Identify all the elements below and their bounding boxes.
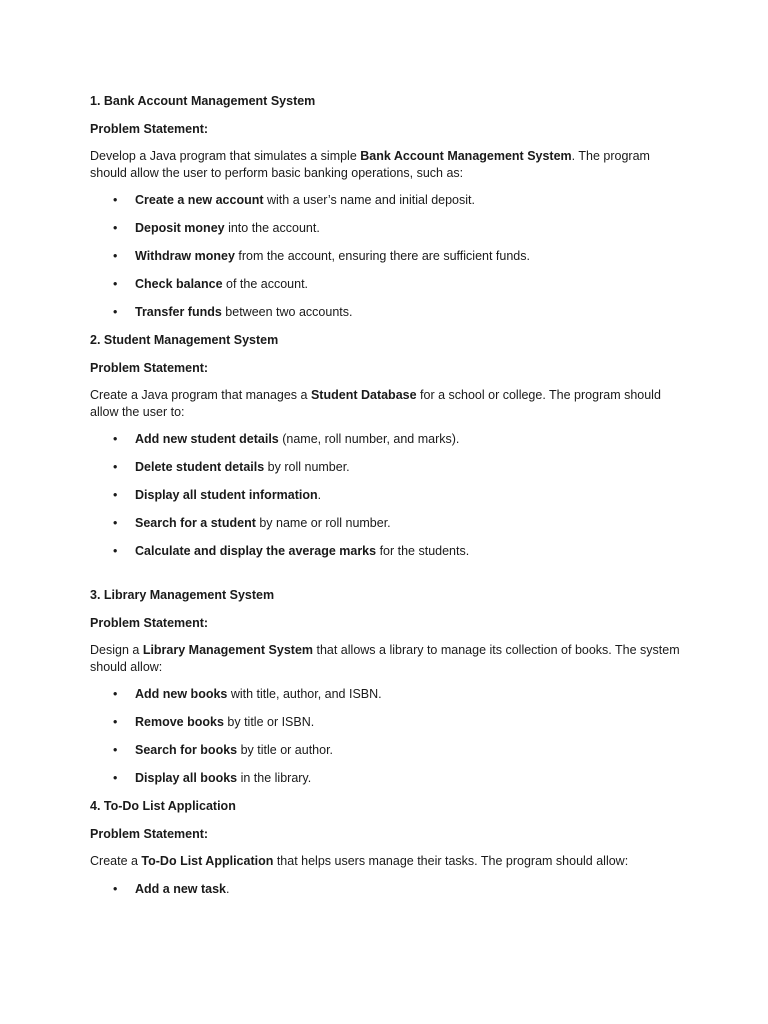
text-run: . The program should allow the user to perform basic banking operations, such as: [90, 149, 650, 180]
bold-text-run: Student Database [310, 388, 417, 402]
list-item [90, 431, 680, 448]
bold-text-run: Calculate and display the average marks [135, 544, 377, 558]
list-item [90, 714, 680, 731]
intro-paragraph [90, 387, 680, 420]
bullet-icon: • [113, 715, 118, 729]
bold-text-run: Check balance [135, 277, 223, 291]
bullet-icon: • [113, 432, 118, 446]
text-run: with title, author, and ISBN. [227, 687, 382, 701]
list-item [90, 220, 680, 237]
bullet-icon: • [113, 544, 118, 558]
problem-statement-label: Problem Statement: [90, 121, 209, 136]
bold-text-run: Library Management System [142, 643, 314, 657]
bold-text-run: Remove books [135, 715, 224, 729]
bullet-list [90, 686, 680, 787]
text-run: by roll number. [264, 460, 350, 474]
spacer [90, 571, 680, 587]
bullet-icon: • [113, 305, 118, 319]
text-run: by title or author. [237, 743, 334, 757]
bold-text-run: Create a new account [135, 193, 264, 207]
intro-paragraph [90, 853, 680, 870]
bullet-icon: • [113, 277, 118, 291]
bullet-list [90, 431, 680, 560]
bullet-icon: • [113, 687, 118, 701]
section-heading: 3. Library Management System [90, 588, 275, 602]
problem-statement-label: Problem Statement: [90, 360, 209, 375]
list-item [90, 515, 680, 532]
bullet-icon: • [113, 516, 118, 530]
list-item [90, 881, 680, 898]
section-heading: 2. Student Management System [90, 333, 279, 347]
list-item [90, 686, 680, 703]
section-3 [90, 587, 680, 787]
bold-text-run: Transfer funds [135, 305, 222, 319]
text-run: Create a Java program that manages a [90, 388, 311, 402]
list-item [90, 248, 680, 265]
text-run: . [317, 488, 322, 502]
list-item [90, 487, 680, 504]
text-run: for a school or college. The program should allow the user to: [90, 388, 661, 419]
intro-paragraph [90, 148, 680, 181]
text-run: of the account. [222, 277, 309, 291]
text-run: in the library. [237, 771, 312, 785]
text-run: that helps users manage their tasks. The program should allow: [273, 854, 629, 868]
text-run: for the students. [376, 544, 470, 558]
text-run: by title or ISBN. [223, 715, 315, 729]
bullet-icon: • [113, 743, 118, 757]
section-2 [90, 332, 680, 587]
list-item [90, 543, 680, 560]
text-run: between two accounts. [221, 305, 353, 319]
text-run: Create a [90, 854, 142, 868]
bold-text-run: Search for a student [135, 516, 256, 530]
problem-statement-label: Problem Statement: [90, 826, 209, 841]
list-item [90, 770, 680, 787]
bold-text-run: Add a new task [135, 881, 226, 896]
list-item [90, 276, 680, 293]
text-run: (name, roll number, and marks). [278, 432, 460, 446]
text-run: that allows a library to manage its collection of books. The system should allow: [90, 643, 680, 674]
text-run: with a user’s name and initial deposit. [263, 193, 475, 207]
intro-paragraph [90, 642, 680, 675]
bold-text-run: Add new books [135, 687, 228, 701]
document-page [90, 93, 680, 909]
bullet-list [90, 881, 680, 898]
section-heading: 4. To-Do List Application [90, 799, 236, 813]
bold-text-run: To-Do List Application [141, 854, 274, 868]
bullet-icon: • [113, 881, 118, 896]
bold-text-run: Withdraw money [135, 249, 235, 263]
bullet-icon: • [113, 221, 118, 235]
bold-text-run: Search for books [135, 743, 238, 757]
list-item [90, 192, 680, 209]
bullet-icon: • [113, 249, 118, 263]
bullet-icon: • [113, 488, 118, 502]
bold-text-run: Display all student information [135, 488, 318, 502]
section-1 [90, 93, 680, 321]
text-run: . [226, 881, 230, 896]
list-item [90, 742, 680, 759]
text-run: Design a [90, 643, 143, 657]
problem-statement-label: Problem Statement: [90, 615, 209, 630]
bold-text-run: Add new student details [135, 432, 279, 446]
bullet-icon: • [113, 193, 118, 207]
bullet-list [90, 192, 680, 321]
list-item [90, 459, 680, 476]
bold-text-run: Display all books [135, 771, 238, 785]
text-run: by name or roll number. [255, 516, 391, 530]
text-run: into the account. [224, 221, 320, 235]
list-item [90, 304, 680, 321]
bullet-icon: • [113, 460, 118, 474]
text-run: Develop a Java program that simulates a simple [90, 149, 361, 163]
bold-text-run: Deposit money [135, 221, 225, 235]
bullet-icon: • [113, 771, 118, 785]
section-heading: 1. Bank Account Management System [90, 94, 316, 108]
bold-text-run: Delete student details [135, 460, 265, 474]
text-run: from the account, ensuring there are sufficient funds. [234, 249, 530, 263]
section-4 [90, 798, 680, 897]
bold-text-run: Bank Account Management System [360, 149, 572, 163]
